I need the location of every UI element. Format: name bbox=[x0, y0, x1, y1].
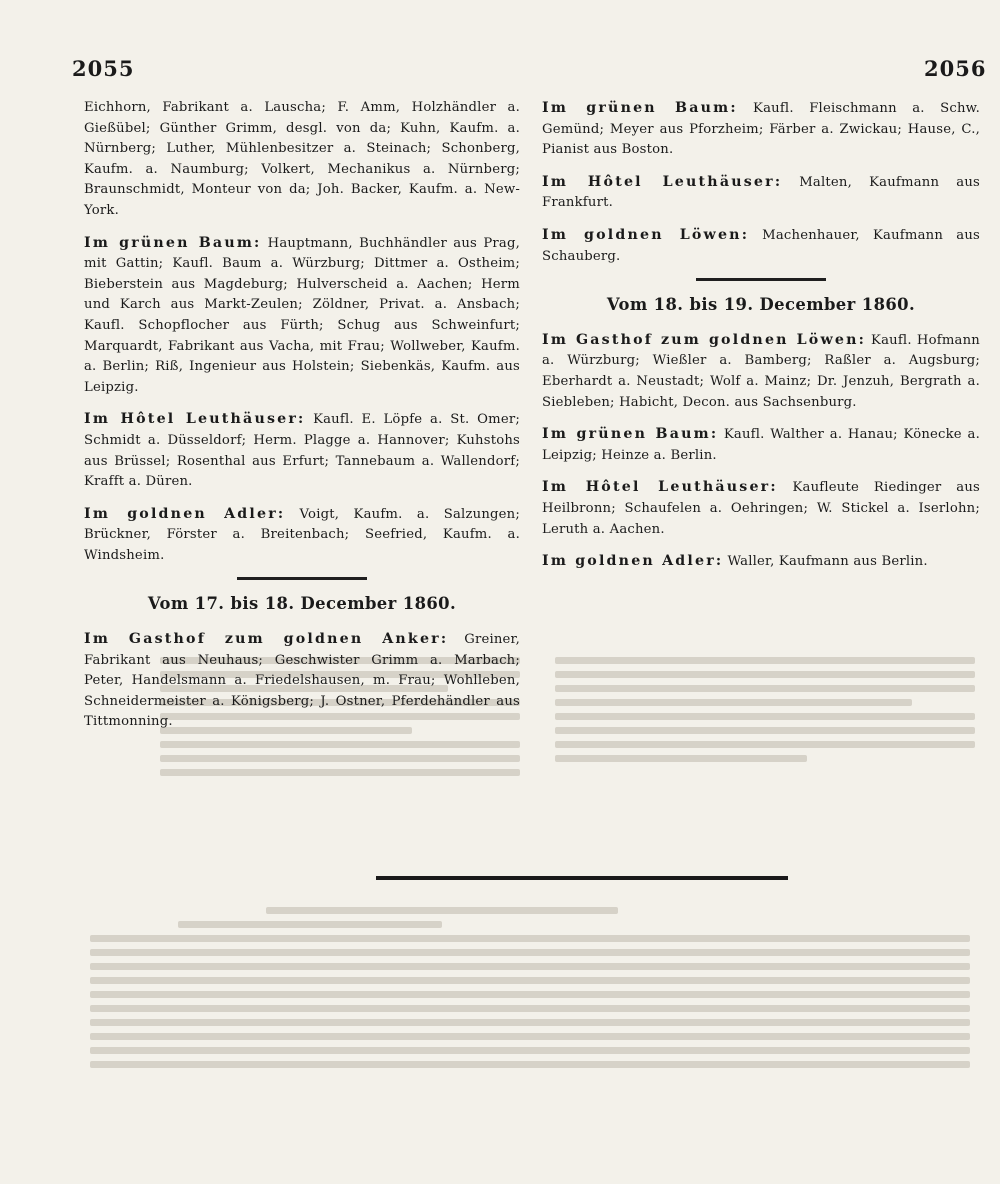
guest-entry bbox=[84, 98, 520, 222]
guest-list: Greiner, Fabrikant aus Neuhaus; Geschwister Grimm a. Marbach; Peter, Handelsmann a. Friedelshausen, m. Frau; Wohlleben, Schneidermeister a. Königsberg; J. Ostner, Pferdehändler aus Tittmonning. bbox=[84, 632, 521, 730]
guest-list: Eichhorn, Fabrikant a. Lauscha; F. Amm, Holzhändler a. Gießübel; Günther Grimm, desgl. von da; Kuhn, Kaufm. a. Nürnberg; Luther, Mühlenbesitzer a. Steinach; Schonberg, Kaufm. a. Naumburg; Volkert, Mechanikus a. Nürnberg; Braunschmidt, Monteur von da; Joh. Backer, Kaufm. a. New-York. bbox=[84, 100, 520, 218]
right-column bbox=[542, 98, 980, 584]
guest-entry bbox=[542, 330, 980, 413]
hotel-name: Im goldnen Löwen: bbox=[542, 226, 750, 243]
guest-list: Kaufl. Fleischmann a. Schw. Gemünd; Meyer aus Pforzheim; Färber a. Zwickau; Hause, C., Pianist aus Boston. bbox=[542, 101, 980, 158]
page-number-right: 2056 bbox=[924, 56, 987, 81]
guest-entry bbox=[84, 233, 520, 399]
hotel-name: Im grünen Baum: bbox=[542, 100, 738, 116]
guest-entry bbox=[84, 409, 520, 492]
hotel-name: Im goldnen Adler: bbox=[542, 553, 724, 570]
guest-list: Kaufleute Riedinger aus Heilbronn; Schaufelen a. Oehringen; W. Stickel a. Iserlohn; Leruth a. Aachen. bbox=[542, 480, 980, 537]
guest-entry bbox=[84, 629, 520, 733]
guest-list: Malten, Kaufmann aus Frankfurt. bbox=[542, 174, 980, 211]
guest-entry bbox=[542, 172, 980, 214]
guest-entry bbox=[542, 98, 980, 161]
date-heading: Vom 17. bis 18. December 1860. bbox=[147, 594, 457, 614]
guest-entry bbox=[84, 504, 520, 567]
section-divider bbox=[696, 278, 826, 281]
hotel-name: Im Gasthof zum goldnen Löwen: bbox=[542, 331, 867, 348]
date-heading: Vom 18. bis 19. December 1860. bbox=[606, 295, 916, 315]
hotel-name: Im grünen Baum: bbox=[84, 234, 262, 251]
guest-list: Kaufl. Walther a. Hanau; Könecke a. Leipzig; Heinze a. Berlin. bbox=[542, 427, 980, 463]
bleed-through-texture bbox=[90, 900, 970, 1074]
hotel-name: Im grünen Baum: bbox=[542, 426, 719, 443]
guest-list: Kaufl. E. Löpfe a. St. Omer; Schmidt a. Düsseldorf; Herm. Plagge a. Hannover; Kuhstohs aus Brüssel; Rosenthal aus Erfurt; Tannebaum a. Wallendorf; Krafft a. Düren. bbox=[84, 412, 520, 490]
guest-entry bbox=[542, 477, 980, 540]
guest-list: Machenhauer, Kaufmann aus Schauberg. bbox=[542, 227, 980, 264]
section-divider bbox=[237, 577, 367, 580]
hotel-name: Im goldnen Adler: bbox=[84, 505, 286, 522]
hotel-name: Im Hôtel Leuthäuser: bbox=[542, 479, 778, 496]
page-end-divider bbox=[376, 876, 788, 880]
guest-entry bbox=[542, 225, 980, 267]
bleed-through-texture bbox=[555, 650, 975, 768]
page-number-left: 2055 bbox=[72, 56, 135, 81]
guest-entry bbox=[542, 424, 980, 466]
hotel-name: Im Hôtel Leuthäuser: bbox=[542, 173, 783, 190]
left-column bbox=[84, 98, 520, 744]
guest-list: Kaufl. Hofmann a. Würzburg; Wießler a. Bamberg; Raßler a. Augsburg; Eberhardt a. Neustadt; Wolf a. Mainz; Dr. Jenzuh, Bergrath a. Siebleben; Habicht, Decon. aus Sachsenburg. bbox=[542, 332, 980, 410]
guest-list: Waller, Kaufmann aus Berlin. bbox=[727, 554, 928, 570]
guest-list: Hauptmann, Buchhändler aus Prag, mit Gattin; Kaufl. Baum a. Würzburg; Dittmer a. Ostheim; Bieberstein aus Magdeburg; Hulverscheid a. Aachen; Herm und Karch aus Markt-Zeulen; Zöldner, Privat. a. Ansbach; Kaufl. Schopflocher aus Fürth; Schug aus Schweinfurt; Marquardt, Fabrikant aus Vacha, mit Frau; Wollweber, Kaufm. a. Berlin; Riß, Ingenieur aus Holstein; Siebenkäs, Kaufm. aus Leipzig. bbox=[84, 235, 520, 395]
guest-list: Voigt, Kaufm. a. Salzungen; Brückner, Förster a. Breitenbach; Seefried, Kaufm. a. Windsheim. bbox=[84, 506, 520, 563]
hotel-name: Im Hôtel Leuthäuser: bbox=[84, 411, 306, 428]
hotel-name: Im Gasthof zum goldnen Anker: bbox=[84, 631, 449, 648]
guest-entry bbox=[542, 551, 980, 573]
